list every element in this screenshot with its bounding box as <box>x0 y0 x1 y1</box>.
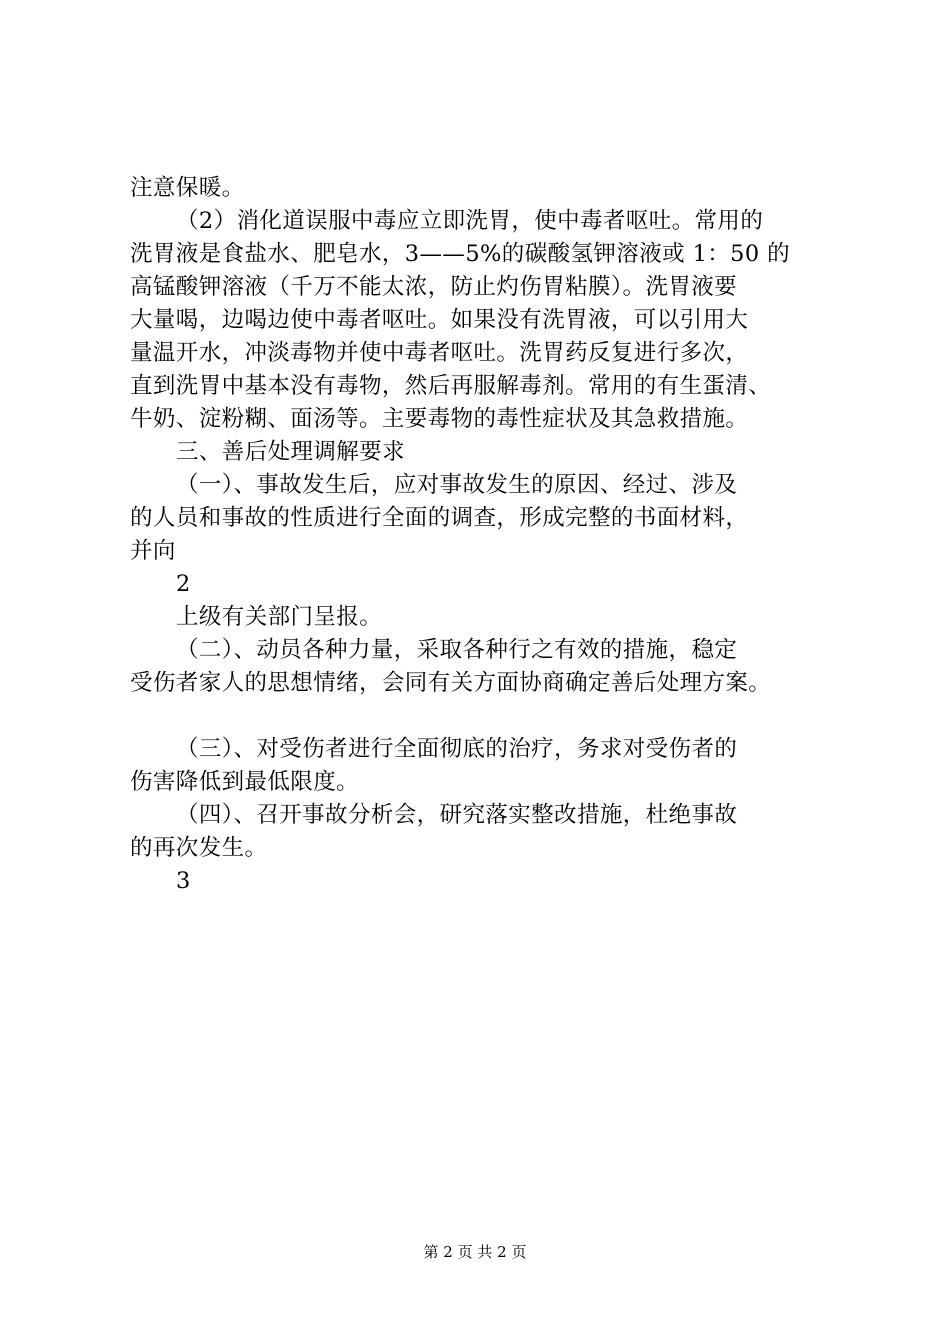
text-line: 高锰酸钾溶液（千万不能太浓，防止灼伤胃粘膜）。洗胃液要 <box>130 274 738 300</box>
document-body <box>130 172 835 898</box>
text-line: 直到洗胃中基本没有毒物，然后再服解毒剂。常用的有生蛋清、 <box>130 373 772 399</box>
text-line: 牛奶、淀粉糊、面汤等。主要毒物的毒性症状及其急救措施。 <box>130 406 749 432</box>
text-line: 受伤者家人的思想情绪，会同有关方面协商确定善后处理方案。 <box>130 670 772 696</box>
page-number-marker: 3 <box>176 868 191 894</box>
text-line: 的人员和事故的性质进行全面的调查，形成完整的书面材料， <box>130 505 749 531</box>
blank-line <box>130 700 835 733</box>
text-line: 大量喝，边喝边使中毒者呕吐。如果没有洗胃液，可以引用大 <box>130 307 749 333</box>
text-line: （三）、对受伤者进行全面彻底的治疗，务求对受伤者的 <box>176 736 738 762</box>
text-line: 注意保暖。 <box>130 175 245 201</box>
text-line: 上级有关部门呈报。 <box>176 604 383 630</box>
text-line: （四）、召开事故分析会，研究落实整改措施，杜绝事故 <box>176 802 738 828</box>
text-line: （2）消化道误服中毒应立即洗胃，使中毒者呕吐。常用的 <box>176 208 764 234</box>
page-footer: 第 2 页 共 2 页 <box>423 1243 527 1261</box>
text-line: （一）、事故发生后，应对事故发生的原因、经过、涉及 <box>176 472 738 498</box>
text-line: 量温开水，冲淡毒物并使中毒者呕吐。洗胃药反复进行多次， <box>130 340 749 366</box>
text-line: 并向 <box>130 538 176 564</box>
text-line: 伤害降低到最低限度。 <box>130 769 360 795</box>
section-heading: 三、善后处理调解要求 <box>176 439 406 465</box>
text-line: 洗胃液是食盐水、肥皂水，3——5%的碳酸氢钾溶液或 1：50 的 <box>130 241 791 267</box>
page-number-marker: 2 <box>176 571 191 597</box>
text-line: （二）、动员各种力量，采取各种行之有效的措施，稳定 <box>176 637 738 663</box>
text-line: 的再次发生。 <box>130 835 268 861</box>
